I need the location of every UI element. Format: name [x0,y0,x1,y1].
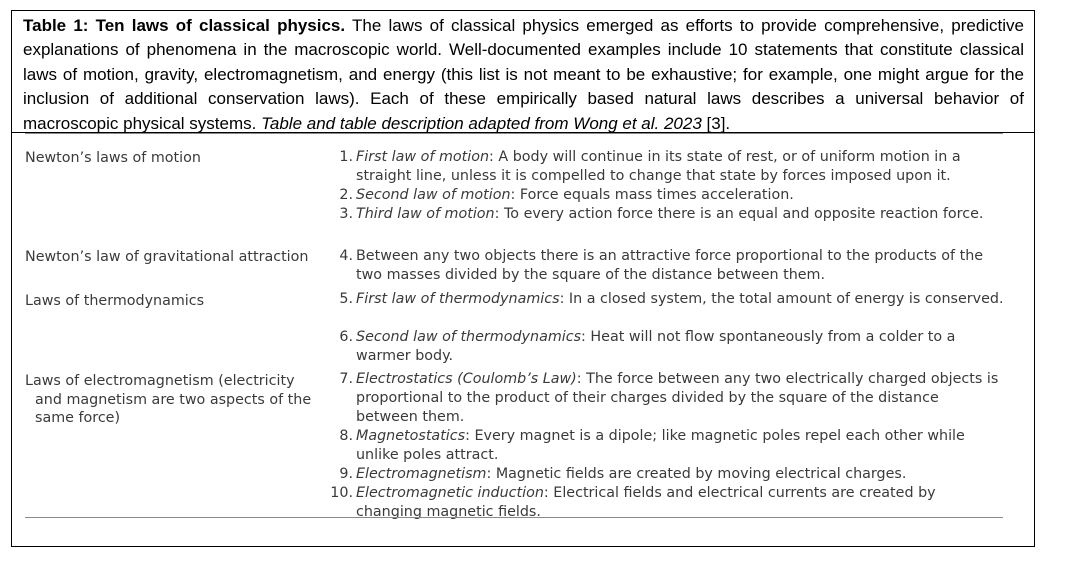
law-text: Between any two objects there is an attractive force proportional to the products of the two masses divided by the square of the distance between them. [356,248,984,283]
category-gravitation: Newton’s law of gravitational attraction [25,249,309,265]
law-text: : Force equals mass times acceleration. [510,187,794,203]
law-number: 3. [339,206,353,222]
law-item-6 [325,328,1005,366]
law-number: 7. [339,371,353,387]
caption-source: Table and table description adapted from Wong et al. 2023 [261,113,702,133]
law-item-2 [325,186,1005,205]
law-text: : The force between any two electrically charged objects is proportional to the product of their charges divided by the square of the distance between them. [356,371,999,425]
law-item-4 [325,247,1005,285]
law-name: Electrostatics (Coulomb’s Law) [356,371,577,387]
law-name: Electromagnetic induction [356,485,544,501]
law-text: : Electrical fields and electrical currents are created by changing magnetic fields. [356,485,936,520]
law-text: : Heat will not flow spontaneously from a colder to a warmer body. [356,329,956,364]
law-name: Second law of motion [356,187,511,203]
law-number: 8. [339,428,353,444]
law-number: 2. [339,187,353,203]
law-item-7 [325,370,1005,427]
law-text: : A body will continue in its state of rest, or of uniform motion in a straight line, unless it is compelled to change that state by forces imposed upon it. [356,149,961,184]
law-name: Third law of motion [356,206,495,222]
law-text: : In a closed system, the total amount of energy is conserved. [559,291,1004,307]
law-item-5 [325,290,1005,309]
law-number: 1. [339,149,353,165]
category-motion: Newton’s laws of motion [25,150,201,166]
law-item-9 [325,465,1005,484]
law-name: Electromagnetism [356,466,487,482]
law-text: : Magnetic fields are created by moving electrical charges. [486,466,907,482]
caption-body: The laws of classical physics emerged as efforts to provide comprehensive, predictive explanations of phenomena in the macroscopic world. Well-documented examples include 10 statements that constitute classical laws of motion, gravity, electromagnetism, and energy (this list is not meant to be exhaustive; for example, one might argue for the inclusion of additional conservation laws). Each of these empirically based natural laws describes a universal behavior of macroscopic physical systems. [23,16,1024,133]
law-name: Second law of thermodynamics [356,329,582,345]
table-caption [12,11,1034,133]
law-item-3 [325,205,1005,224]
law-number: 4. [339,248,353,264]
category-thermodynamics: Laws of thermodynamics [25,293,205,309]
law-number: 5. [339,291,353,307]
law-number: 6. [339,329,353,345]
law-item-1 [325,148,1005,186]
caption-reference: [3]. [701,113,731,133]
law-item-8 [325,427,1005,465]
law-name: First law of thermodynamics [356,291,560,307]
law-number: 9. [339,466,353,482]
law-name: Magnetostatics [356,428,466,444]
table-bottom-rule [25,517,1003,518]
law-number: 10. [330,485,353,501]
law-name: First law of motion [356,149,490,165]
category-electromagnetism: Laws of electromagnetism (electricity and magnetism are two aspects of the same force) [25,373,312,426]
table-top-rule [25,133,1003,134]
law-text: : Every magnet is a dipole; like magnetic poles repel each other while unlike poles attract. [356,428,965,463]
law-text: : To every action force there is an equal and opposite reaction force. [494,206,984,222]
caption-title: Table 1: Ten laws of classical physics. [23,16,346,35]
